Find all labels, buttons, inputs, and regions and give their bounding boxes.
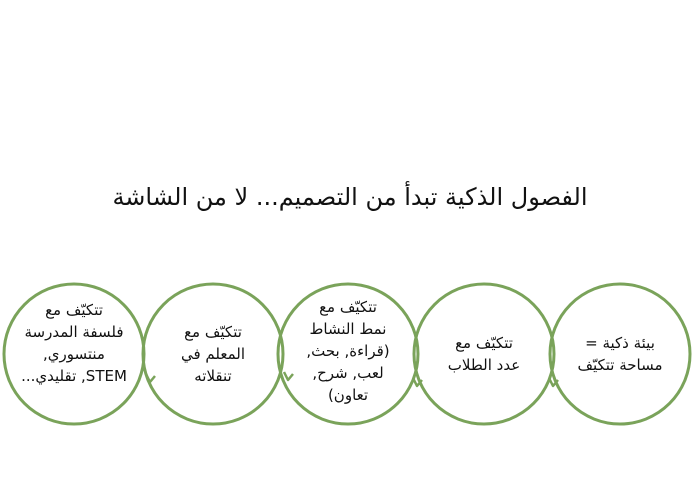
flow-node-4-label: تتكيّف مع المعلم في تنقلاته (180, 323, 246, 385)
flow-node-1-label: بيئة ذكية = مساحة تتكيّف (577, 334, 663, 374)
flow-node-3-label: تتكيّف مع نمط النشاط (قراءة, بحث, لعب, شرح, تعاون) (306, 298, 390, 404)
flow-node-5-label: تتكيّف مع فلسفة المدرسة منتسوري, STEM, تقليدي... (21, 301, 127, 385)
flow-node-2-label: تتكيّف مع عدد الطلاب (447, 334, 521, 374)
diagram-title: الفصول الذكية تبدأ من التصميم... لا من الشاشة (112, 183, 588, 211)
